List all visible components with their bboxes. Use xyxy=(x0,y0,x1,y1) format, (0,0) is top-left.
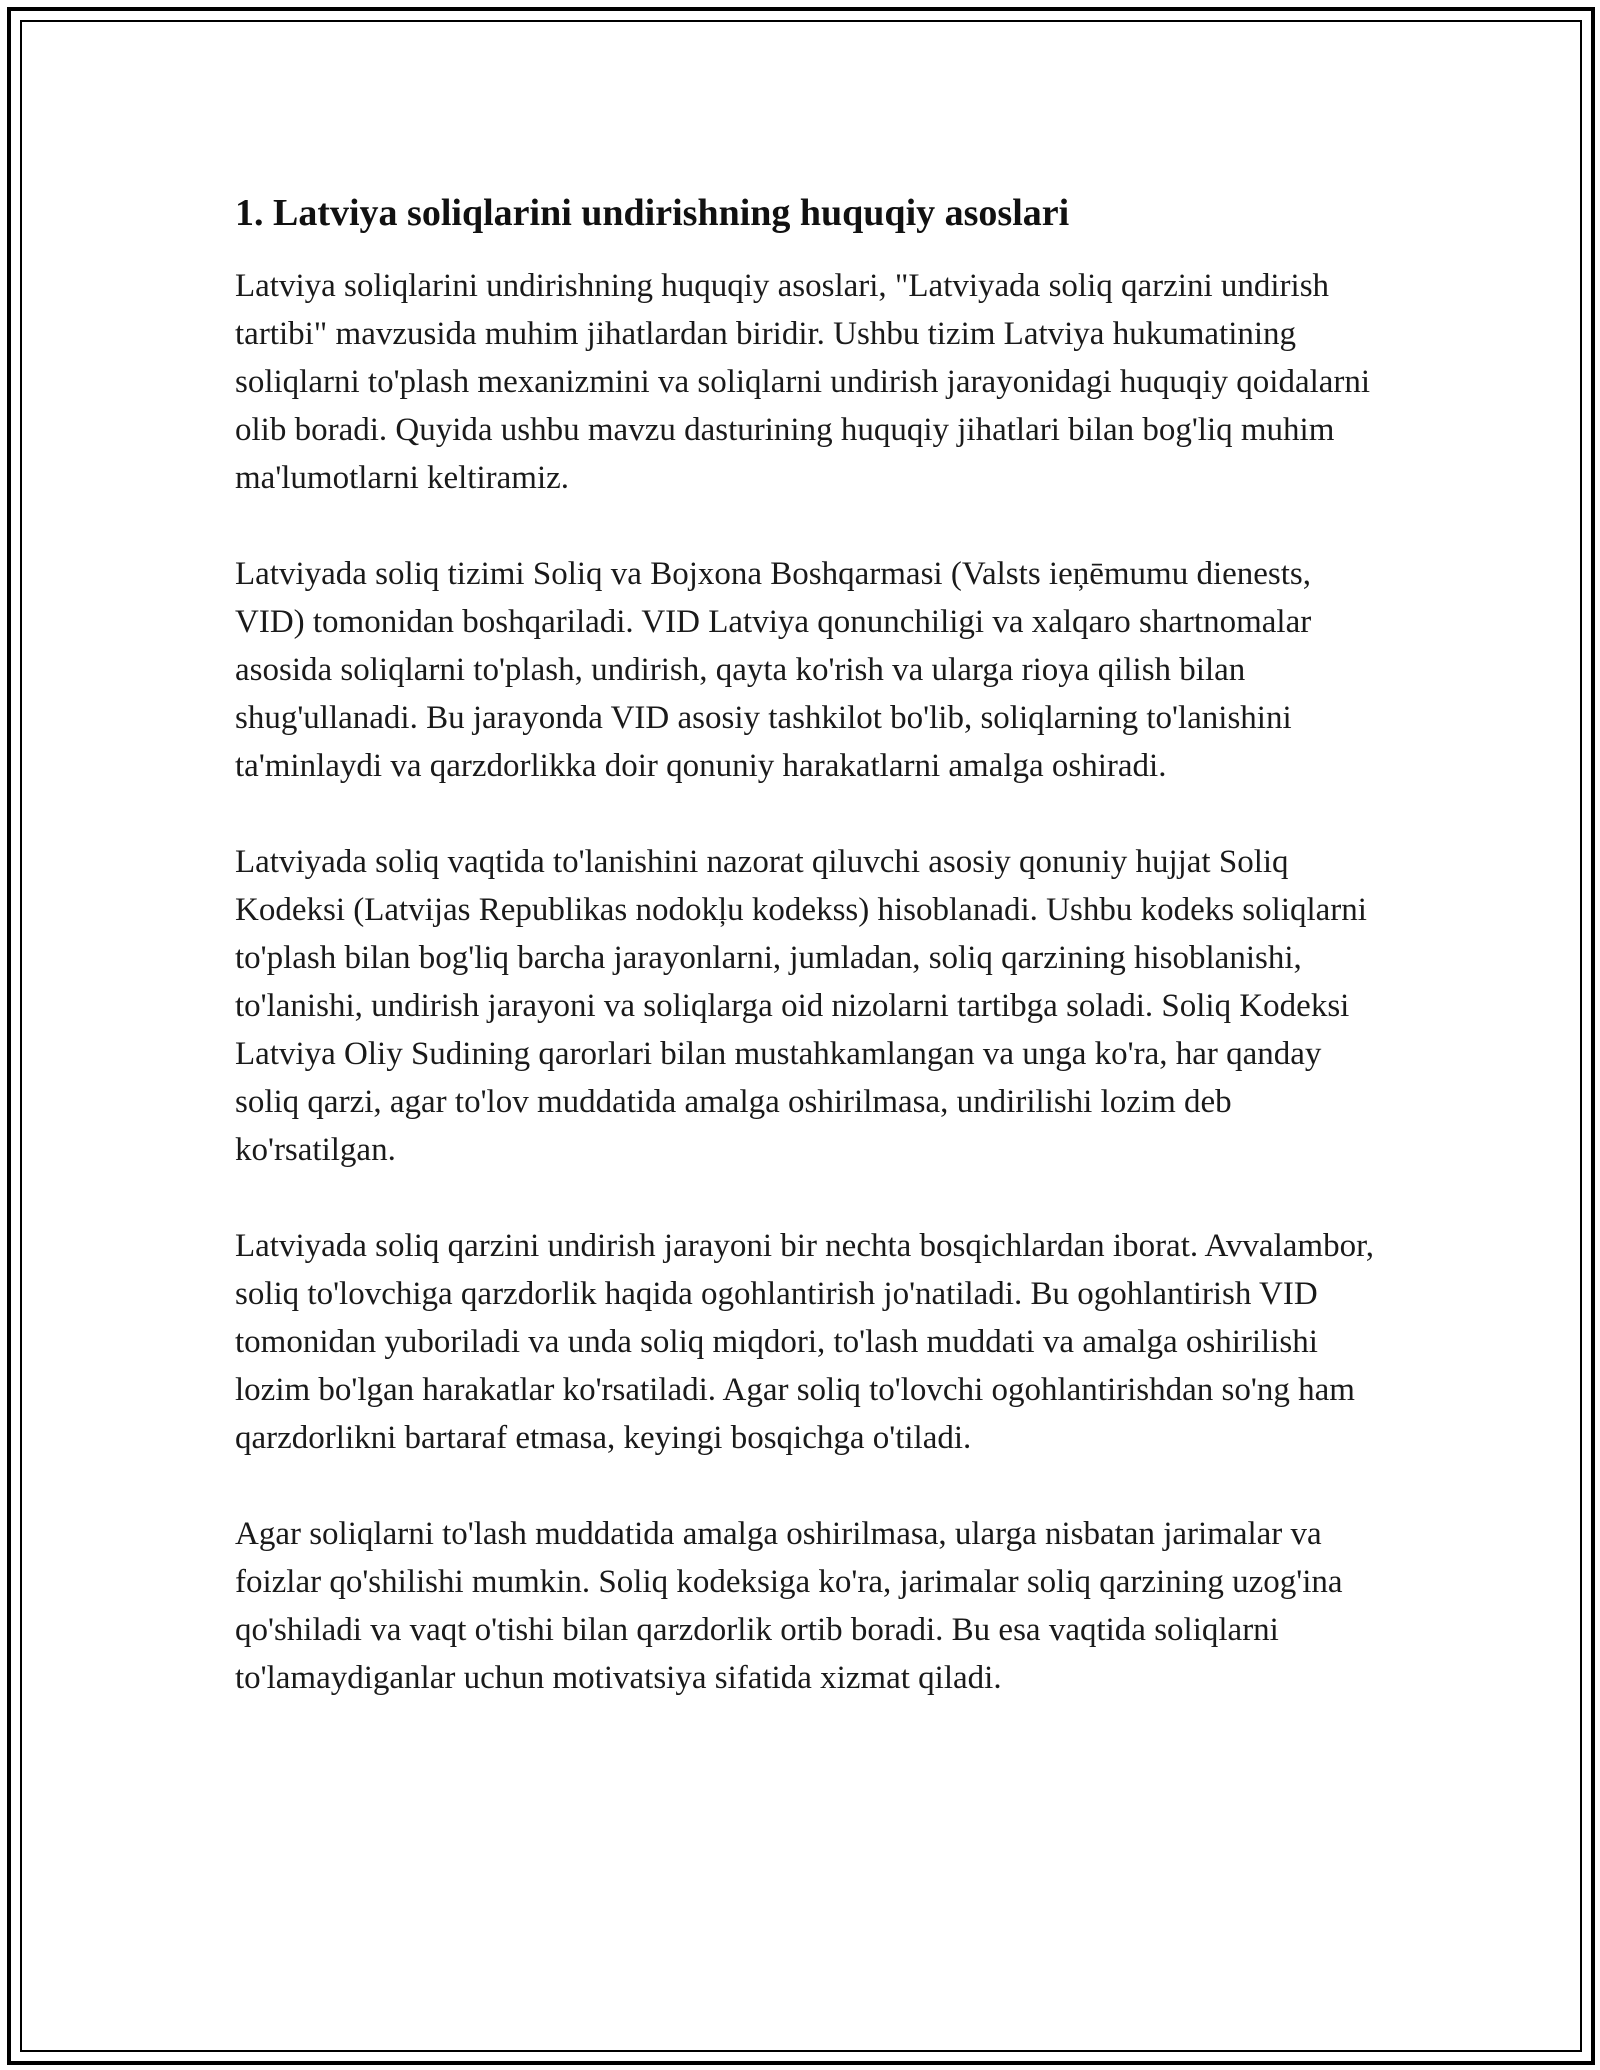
paragraph-5: Agar soliqlarni to'lash muddatida amalga oshirilmasa, ularga nisbatan jarimalar va foizlar qo'shilishi mumkin. Soliq kodeksiga ko'ra, jarimalar soliq qarzining uzog'ina qo'shiladi va vaqt o'tishi bilan qarzdorlik ortib boradi. Bu esa vaqtida soliqlarni to'lamaydiganlar uchun motivatsiya sifatida xizmat qiladi. xyxy=(235,1516,1343,1696)
section-heading: 1. Latviya soliqlarini undirishning huquqiy asoslari xyxy=(235,192,1070,234)
paragraph-3: Latviyada soliq vaqtida to'lanishini nazorat qiluvchi asosiy qonuniy hujjat Soliq Kodeksi (Latvijas Republikas nodokļu kodekss) hisoblanadi. Ushbu kodeks soliqlarni to'plash bilan bog'liq barcha jarayonlarni, jumladan, soliq qarzining hisoblanishi, to'lanishi, undirish jarayoni va soliqlarga oid nizolarni tartibga soladi. Soliq Kodeksi Latviya Oliy Sudining qarorlari bilan mustahkamlangan va unga ko'ra, har qanday soliq qarzi, agar to'lov muddatida amalga oshirilmasa, undirilishi lozim deb ko'rsatilgan. xyxy=(235,844,1367,1168)
paragraph-4: Latviyada soliq qarzini undirish jarayoni bir nechta bosqichlardan iborat. Avvalambor, soliq to'lovchiga qarzdorlik haqida ogohlantirish jo'natiladi. Bu ogohlantirish VID tomonidan yuboriladi va unda soliq miqdori, to'lash muddati va amalga oshirilishi lozim bo'lgan harakatlar ko'rsatiladi. Agar soliq to'lovchi ogohlantirishdan so'ng ham qarzdorlikni bartaraf etmasa, keyingi bosqichga o'tiladi. xyxy=(235,1228,1374,1456)
paragraph-1: Latviya soliqlarini undirishning huquqiy asoslari, "Latviyada soliq qarzini undirish tartibi" mavzusida muhim jihatlardan biridir. Ushbu tizim Latviya hukumatining soliqlarni to'plash mexanizmini va soliqlarni undirish jarayonidagi huquqiy qoidalarni olib boradi. Quyida ushbu mavzu dasturining huquqiy jihatlari bilan bog'liq muhim ma'lumotlarni keltiramiz. xyxy=(235,268,1371,496)
document-body xyxy=(235,188,1375,1750)
paragraph-2: Latviyada soliq tizimi Soliq va Bojxona Boshqarmasi (Valsts ieņēmumu dienests, VID) tomonidan boshqariladi. VID Latviya qonunchiligi va xalqaro shartnomalar asosida soliqlarni to'plash, undirish, qayta ko'rish va ularga rioya qilish bilan shug'ullanadi. Bu jarayonda VID asosiy tashkilot bo'lib, soliqlarning to'lanishini ta'minlaydi va qarzdorlikka doir qonuniy harakatlarni amalga oshiradi. xyxy=(235,556,1312,784)
